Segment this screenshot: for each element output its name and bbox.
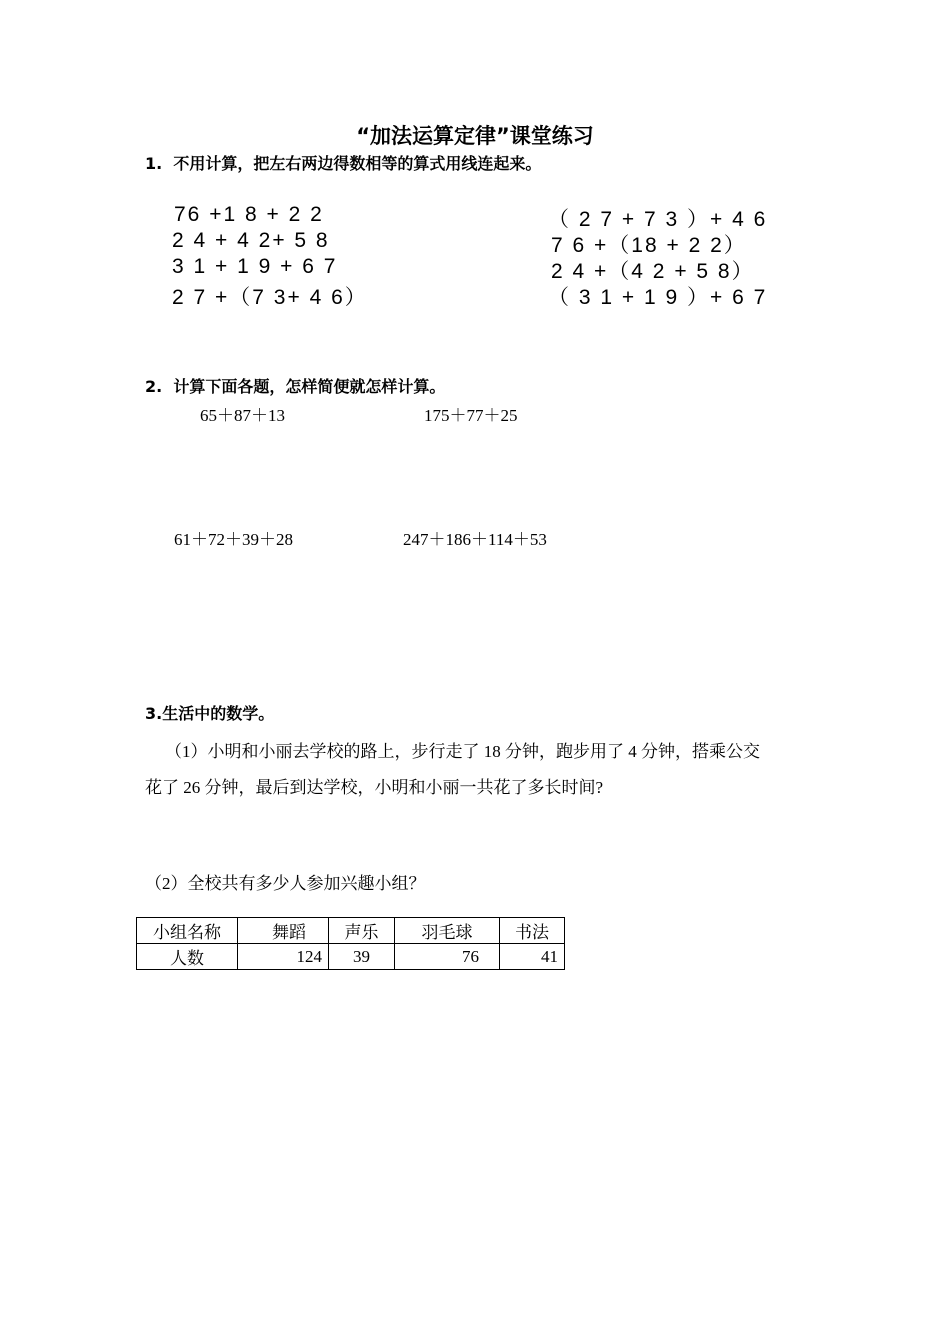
q1-left-expr-1: 76 +1 8 + 2 2 bbox=[174, 203, 324, 226]
table-cell: 人数 bbox=[137, 944, 238, 970]
q2-problem-1: 65＋87＋13 bbox=[200, 406, 285, 425]
q3-problem-1-line-1: （1）小明和小丽去学校的路上，步行走了 18 分钟，跑步用了 4 分钟，搭乘公交 bbox=[165, 742, 760, 761]
q1-left-expr-4: 2 7 +（7 3+ 4 6） bbox=[172, 286, 368, 309]
table-cell: 76 bbox=[395, 944, 500, 970]
table-header-cell: 声乐 bbox=[329, 918, 395, 944]
table-header-row bbox=[137, 918, 565, 944]
q1-left-expr-2: 2 4 + 4 2+ 5 8 bbox=[172, 229, 330, 252]
table-row bbox=[137, 944, 565, 970]
q2-problem-4: 247＋186＋114＋53 bbox=[403, 530, 547, 549]
page-title: “加法运算定律”课堂练习 bbox=[356, 124, 594, 148]
q3-heading: 3.生活中的数学。 bbox=[145, 704, 275, 723]
table-header-cell: 小组名称 bbox=[137, 918, 238, 944]
q1-right-expr-3: 2 4 +（4 2 + 5 8） bbox=[551, 260, 755, 283]
table-header-cell: 羽毛球 bbox=[395, 918, 500, 944]
q2-problem-3: 61＋72＋39＋28 bbox=[174, 530, 293, 549]
q1-right-expr-1: （ 2 7 + 7 3 ）+ 4 6 bbox=[548, 208, 768, 231]
interest-group-table bbox=[136, 917, 565, 970]
q3-problem-2: （2）全校共有多少人参加兴趣小组？ bbox=[145, 874, 426, 893]
q1-right-expr-4: （ 3 1 + 1 9 ）+ 6 7 bbox=[548, 286, 768, 309]
q3-problem-1-line-2: 花了 26 分钟，最后到达学校，小明和小丽一共花了多长时间? bbox=[145, 778, 604, 797]
table-header-cell: 书法 bbox=[500, 918, 565, 944]
q1-left-expr-3: 3 1 + 1 9 + 6 7 bbox=[172, 255, 338, 278]
table-cell: 41 bbox=[500, 944, 565, 970]
table-header-cell: 舞蹈 bbox=[238, 918, 329, 944]
q2-problem-2: 175＋77＋25 bbox=[424, 406, 518, 425]
table-cell: 124 bbox=[238, 944, 329, 970]
q1-heading: 1. 不用计算，把左右两边得数相等的算式用线连起来。 bbox=[145, 154, 542, 173]
table-cell: 39 bbox=[329, 944, 395, 970]
q1-right-expr-2: 7 6 +（18 + 2 2） bbox=[551, 234, 747, 257]
q2-heading: 2. 计算下面各题，怎样简便就怎样计算。 bbox=[145, 377, 446, 396]
